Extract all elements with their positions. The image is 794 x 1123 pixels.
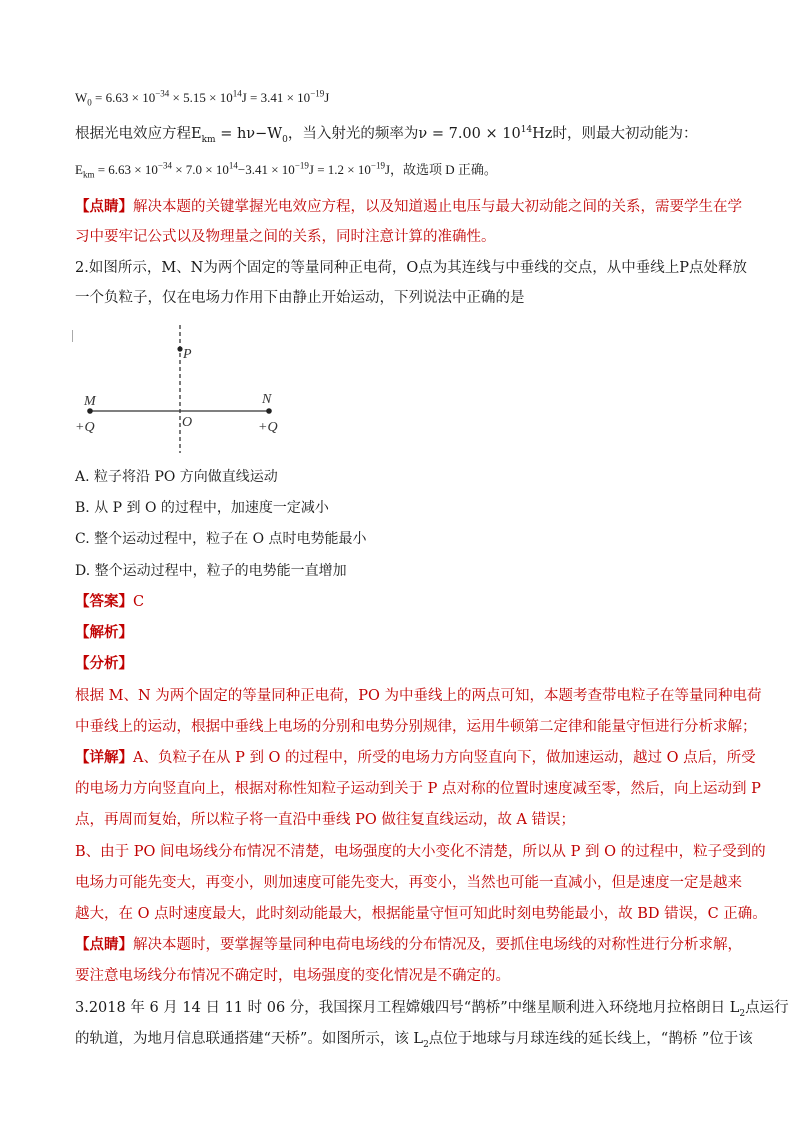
detail-line-1: 【详解】A、负粒子在从 P 到 O 的过程中，所受的电场力方向竖直向下，做加速运动，越过 O 点后，所受 (75, 749, 756, 766)
detail-line-6: 越大，在 O 点时速度最大，此时刻动能最大，根据能量守恒可知此时刻电势能最小，故 BD 错误，C 正确。 (75, 906, 767, 922)
detail-line-3: 点，再周而复始，所以粒子将一直沿中垂线 PO 做往复直线运动，故 A 错误； (75, 812, 576, 828)
work-function-formula: $W_0 = 6.63 \times 10^{-34} \times 5.15 \times 10^{14}J = 3.41 \times 10^{-19}J$ (75, 88, 330, 108)
label-p: P (183, 347, 192, 362)
key-point-tag-2: 【点睛】 (75, 936, 133, 953)
detail-line-2: 的电场力方向竖直向上，根据对称性知粒子运动到关于 P 点对称的位置时速度减至零，然后，向上运动到 P (75, 781, 761, 797)
detail-line-5: 电场力可能先变大，再变小，则加速度可能先变大，再变小，当然也可能一直减小，但是速度一定是越来 (75, 875, 742, 891)
charge-n-dot (266, 408, 272, 414)
photoelectric-equation-line: 根据光电效应方程$E_{km} = h\nu-W_0$，当入射光的频率为$\nu = 7.00 \times 10^{14}Hz$时，则最大初动能为： (75, 125, 698, 145)
key-point-2-line-1: 【点睛】解决本题时，要掌握等量同种电荷电场线的分布情况及，要抓住电场线的对称性进行分析求解， (75, 936, 742, 953)
question-2-stem-line-2: 一个负粒子，仅在电场力作用下由静止开始运动，下列说法中正确的是 (75, 290, 525, 306)
label-m: M (84, 394, 96, 409)
max-kinetic-energy-formula: $E_{km} = 6.63 \times 10^{-34} \times 7.0 \times 10^{14}-3.41 \times 10^{-19}J = 1.2 \times 10^{-19}J$，故选项 D 正确。 (75, 160, 497, 180)
point-p-dot (177, 346, 182, 351)
key-point-2-line-2: 要注意电场线分布情况不确定时，电场强度的变化情况是不确定的。 (75, 968, 510, 984)
answer-value: C (133, 594, 145, 610)
detail-line-4: B、由于 PO 间电场线分布情况不清楚，电场强度的大小变化不清楚，所以从 P 到 O 的过程中，粒子受到的 (75, 844, 766, 860)
key-point-1-line-2: 习中要牢记公式以及物理量之间的关系，同时注意计算的准确性。 (75, 229, 496, 245)
analysis-tag: 【分析】 (75, 655, 133, 672)
answer-tag: 【答案】 (75, 593, 133, 610)
analysis-line-1: 根据 M、N 为两个固定的等量同种正电荷，PO 为中垂线上的两点可知，本题考查带电粒子在等量同种电荷 (75, 688, 762, 704)
label-o: O (182, 415, 193, 430)
key-point-1-line-1: 【点睛】解决本题的关键掌握光电效应方程，以及知道遏止电压与最大初动能之间的关系，需要学生在学 (75, 198, 742, 215)
question-2-stem-line-1: 2.如图所示，M、N为两个固定的等量同种正电荷，O点为其连线与中垂线的交点，从中垂线上P点处释放 (75, 260, 748, 276)
label-charge-m: +Q (75, 420, 95, 435)
option-d: D. 整个运动过程中，粒子的电势能一直增加 (75, 563, 347, 579)
option-b: B. 从 P 到 O 的过程中，加速度一定减小 (75, 500, 329, 516)
explanation-tag: 【解析】 (75, 624, 133, 641)
label-charge-n: +Q (258, 420, 278, 435)
analysis-line-2: 中垂线上的运动，根据中垂线上电场的分别和电势分别规律，运用牛顿第二定律和能量守恒进行分析求解； (75, 719, 757, 735)
charge-diagram (72, 325, 302, 460)
detail-tag: 【详解】 (75, 749, 133, 766)
key-point-tag: 【点睛】 (75, 198, 133, 215)
question-3-line-2: 的轨道，为地月信息联通搭建“天桥”。如图所示，该 $L_2$点位于地球与月球连线的延长线上，“鹊桥 ”位于该 (75, 1031, 753, 1050)
answer-line (75, 592, 725, 612)
charge-m-dot (87, 408, 93, 414)
question-3-line-1: 3.2018 年 6 月 14 日 11 时 06 分，我国探月工程嫦娥四号“鹊桥”中继星顺利进入环绕地月拉格朗日 $L_2$点运行 (75, 1000, 789, 1019)
option-c: C. 整个运动过程中，粒子在 O 点时电势能最小 (75, 531, 367, 547)
option-a: A. 粒子将沿 PO 方向做直线运动 (75, 469, 278, 485)
label-n: N (262, 392, 272, 407)
